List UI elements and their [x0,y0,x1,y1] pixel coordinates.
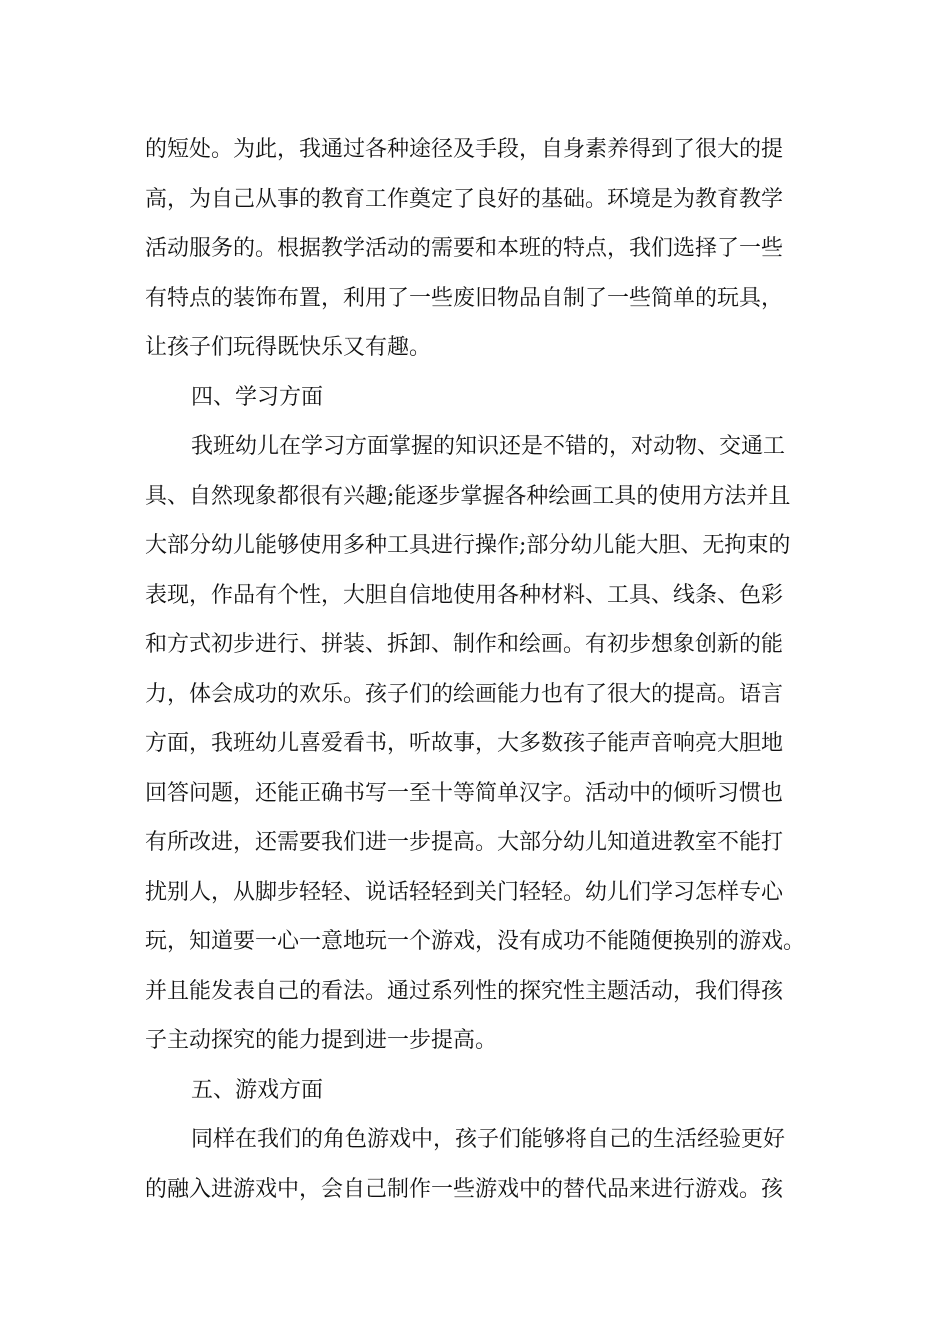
text-line: 表现，作品有个性，大胆自信地使用各种材料、工具、线条、色彩 [145,582,784,608]
section-heading: 五、游戏方面 [191,1077,324,1103]
text-line: 活动服务的。根据教学活动的需要和本班的特点，我们选择了一些 [145,236,784,261]
text-line: 力，体会成功的欢乐。孩子们的绘画能力也有了很大的提高。语言 [145,681,784,707]
text-line: 扰别人，从脚步轻轻、说话轻轻到关门轻轻。幼儿们学习怎样专心 [145,879,784,905]
text-line: 的短处。为此，我通过各种途径及手段，自身素养得到了很大的提 [145,137,784,162]
text-line: 子主动探究的能力提到进一步提高。 [145,1028,498,1053]
body-text [145,125,825,1214]
text-line: 的融入进游戏中，会自己制作一些游戏中的替代品来进行游戏。孩 [145,1176,784,1202]
text-line: 大部分幼儿能够使用多种工具进行操作;部分幼儿能大胆、无拘束的 [145,533,791,558]
text-line: 让孩子们玩得既快乐又有趣。 [145,335,432,360]
text-line: 和方式初步进行、拼装、拆卸、制作和绘画。有初步想象创新的能 [145,632,784,657]
text-line: 玩，知道要一心一意地玩一个游戏，没有成功不能随便换别的游戏。 [145,929,806,954]
section-heading: 四、学习方面 [191,384,324,410]
text-line: 并且能发表自己的看法。通过系列性的探究性主题活动，我们得孩 [145,978,784,1004]
text-line: 有特点的装饰布置，利用了一些废旧物品自制了一些简单的玩具， [145,285,784,311]
text-line: 我班幼儿在学习方面掌握的知识还是不错的，对动物、交通工 [191,434,786,459]
text-line: 高，为自己从事的教育工作奠定了良好的基础。环境是为教育教学 [145,186,784,212]
text-line: 方面，我班幼儿喜爱看书，听故事，大多数孩子能声音响亮大胆地 [145,731,784,756]
text-line: 回答问题，还能正确书写一至十等简单汉字。活动中的倾听习惯也 [145,780,784,806]
text-line: 同样在我们的角色游戏中，孩子们能够将自己的生活经验更好 [191,1127,786,1152]
text-line: 有所改进，还需要我们进一步提高。大部分幼儿知道进教室不能打 [145,830,784,855]
text-line: 具、自然现象都很有兴趣;能逐步掌握各种绘画工具的使用方法并且 [145,483,791,509]
